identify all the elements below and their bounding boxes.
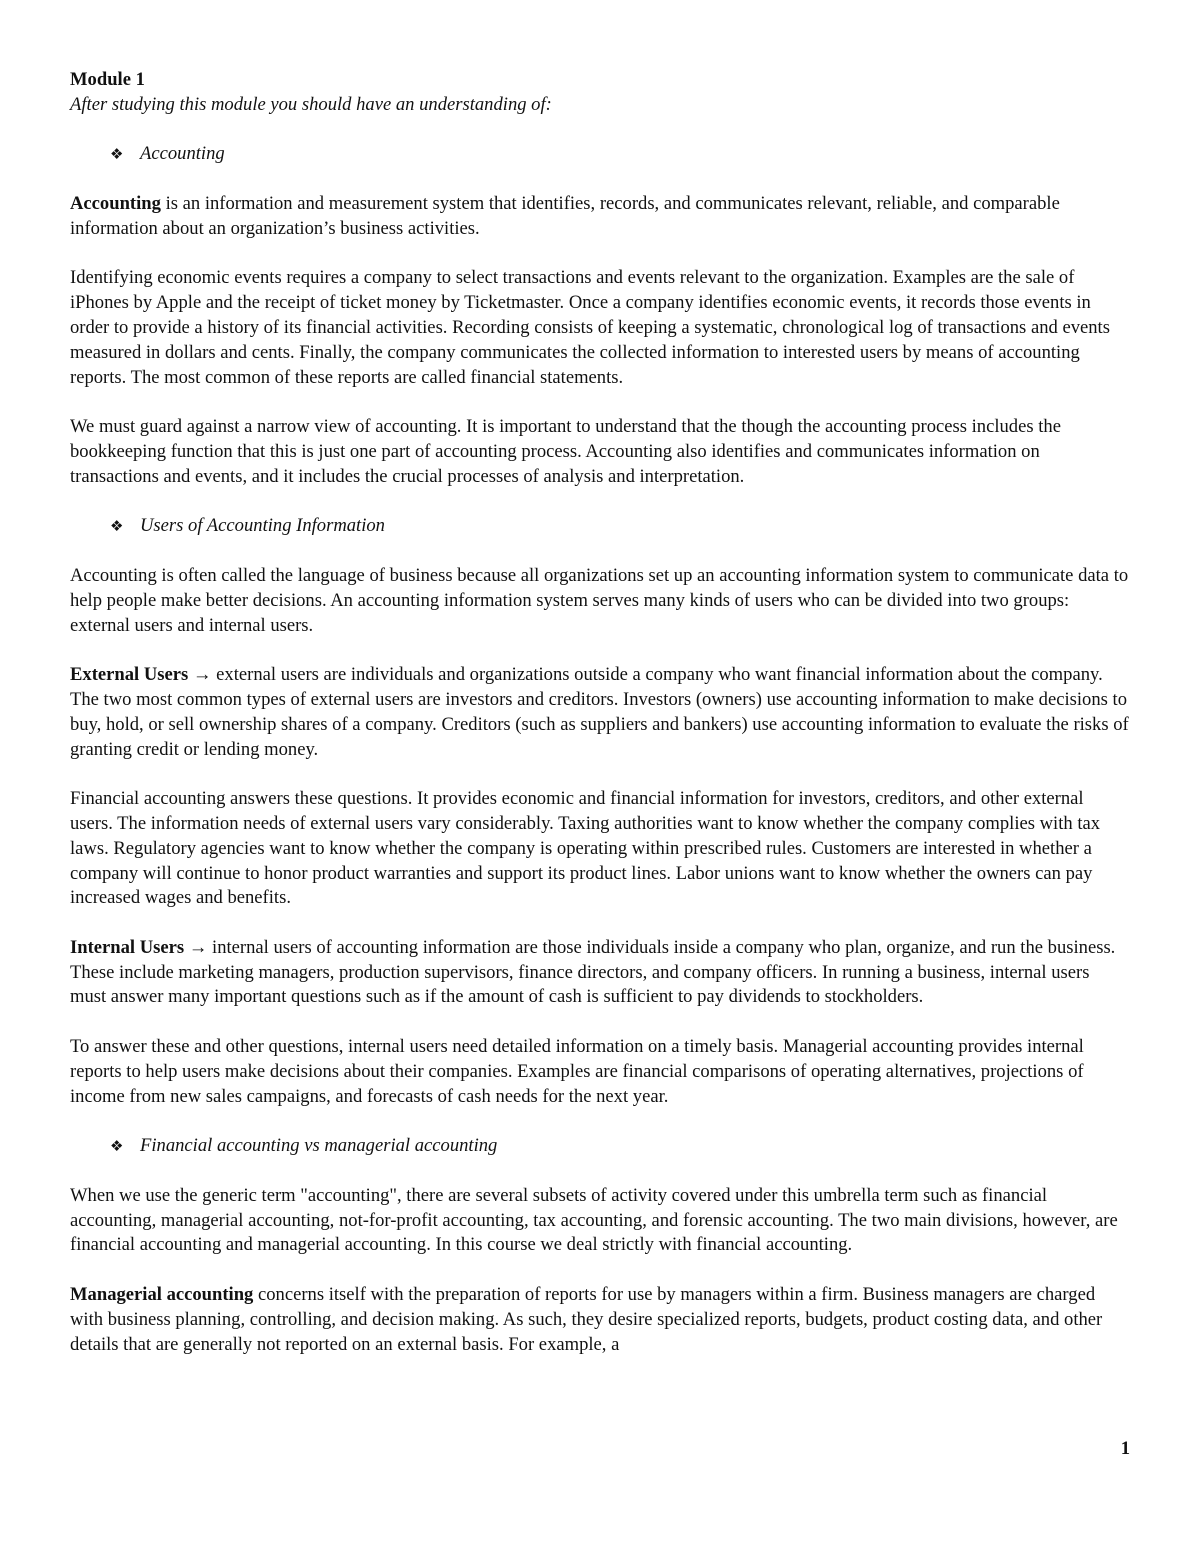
bullet-heading-accounting: [70, 142, 1130, 167]
four-diamond-bullet-icon: ❖: [110, 1137, 124, 1156]
term-accounting: Accounting: [70, 192, 161, 214]
definition-text: external users are individuals and organizations outside a company who want financial information about the company. The two most common types of external users are investors and creditors. Investors (owners) use accounting information to make decisions to buy, hold, or sell ownership shares of a company. Creditors (such as suppliers and bankers) use accounting information to evaluate the risks of granting credit or lending money.: [70, 664, 1129, 760]
right-arrow-icon: →: [188, 936, 208, 958]
financial-accounting-paragraph: Financial accounting answers these questions. It provides economic and financial information for investors, creditors, and other external users. The information needs of external users vary considerably. Taxing authorities want to know whether the company complies with tax laws. Regulatory agencies want to know whether the company is operating within prescribed rules. Customers are interested in whether a company will continue to honor product warranties and support its product lines. Labor unions want to know whether the owners can pay increased wages and benefits.: [70, 788, 1101, 909]
internal-users-paragraph: [70, 936, 1130, 1010]
generic-term-paragraph: When we use the generic term "accounting", there are several subsets of activity covered under this umbrella term such as financial accounting, managerial accounting, not-for-profit accounting, tax accounting, and forensic accounting. The two main divisions, however, are financial accounting and managerial accounting. In this course we deal strictly with financial accounting.: [70, 1184, 1118, 1256]
identifying-paragraph: Identifying economic events requires a company to select transactions and events relevant to the organization. Examples are the sale of iPhones by Apple and the receipt of ticket money by Ticketmaster. Once a company identifies economic events, it records those events in order to provide a history of its financial activities. Recording consists of keeping a systematic, chronological log of transactions and events measured in dollars and cents. Finally, the company communicates the collected information to interested users by means of accounting reports. The most common of these reports are called financial statements.: [70, 267, 1110, 388]
bullet-heading-users: [70, 514, 1130, 539]
bullet-heading-financial-vs-managerial: [70, 1134, 1130, 1159]
heading-text: Users of Accounting Information: [140, 515, 385, 537]
term-external-users: External Users: [70, 664, 189, 686]
page-number: 1: [1120, 1438, 1130, 1459]
definition-text: internal users of accounting information are those individuals inside a company who plan, organize, and run the business. These include marketing managers, production supervisors, finance directors, and company officers. In running a business, internal users must answer many important questions such as if the amount of cash is sufficient to pay dividends to stockholders.: [70, 936, 1116, 1008]
definition-text: concerns itself with the preparation of reports for use by managers within a firm. Business managers are charged with business planning, controlling, and decision making. As such, they desire specialized reports, budgets, product costing data, and other details that are generally not reported on an external basis. For example, a: [70, 1284, 1103, 1355]
term-internal-users: Internal Users: [70, 936, 185, 958]
narrow-view-paragraph: We must guard against a narrow view of accounting. It is important to understand that the though the accounting process includes the bookkeeping function that this is just one part of accounting process. Accounting also identifies and communicates information on transactions and events, and it includes the crucial processes of analysis and interpretation.: [70, 416, 1061, 487]
heading-text: Financial accounting vs managerial accounting: [140, 1135, 498, 1157]
right-arrow-icon: →: [192, 664, 212, 686]
answer-questions-paragraph: To answer these and other questions, internal users need detailed information on a timely basis. Managerial accounting provides internal reports to help users make decisions about their companies. Examples are financial comparisons of operating alternatives, projections of income from new sales campaigns, and forecasts of cash needs for the next year.: [70, 1036, 1084, 1107]
term-managerial-accounting: Managerial accounting: [70, 1284, 254, 1306]
document-page: [70, 68, 1130, 1382]
definition-text: is an information and measurement system that identifies, records, and communicates relevant, reliable, and comparable information about an organization’s business activities.: [70, 192, 1060, 239]
language-of-business-paragraph: Accounting is often called the language of business because all organizations set up an accounting information system to communicate data to help people make better decisions. An accounting information system serves many kinds of users who can be divided into two groups: external users and internal users.: [70, 564, 1129, 636]
module-subtitle: After studying this module you should have an understanding of:: [70, 93, 552, 115]
accounting-definition-paragraph: [70, 192, 1130, 242]
module-title: Module 1: [70, 69, 145, 90]
four-diamond-bullet-icon: ❖: [110, 517, 124, 536]
external-users-paragraph: [70, 663, 1130, 762]
four-diamond-bullet-icon: ❖: [110, 145, 124, 164]
heading-text: Accounting: [140, 143, 225, 165]
managerial-accounting-paragraph: [70, 1283, 1130, 1357]
